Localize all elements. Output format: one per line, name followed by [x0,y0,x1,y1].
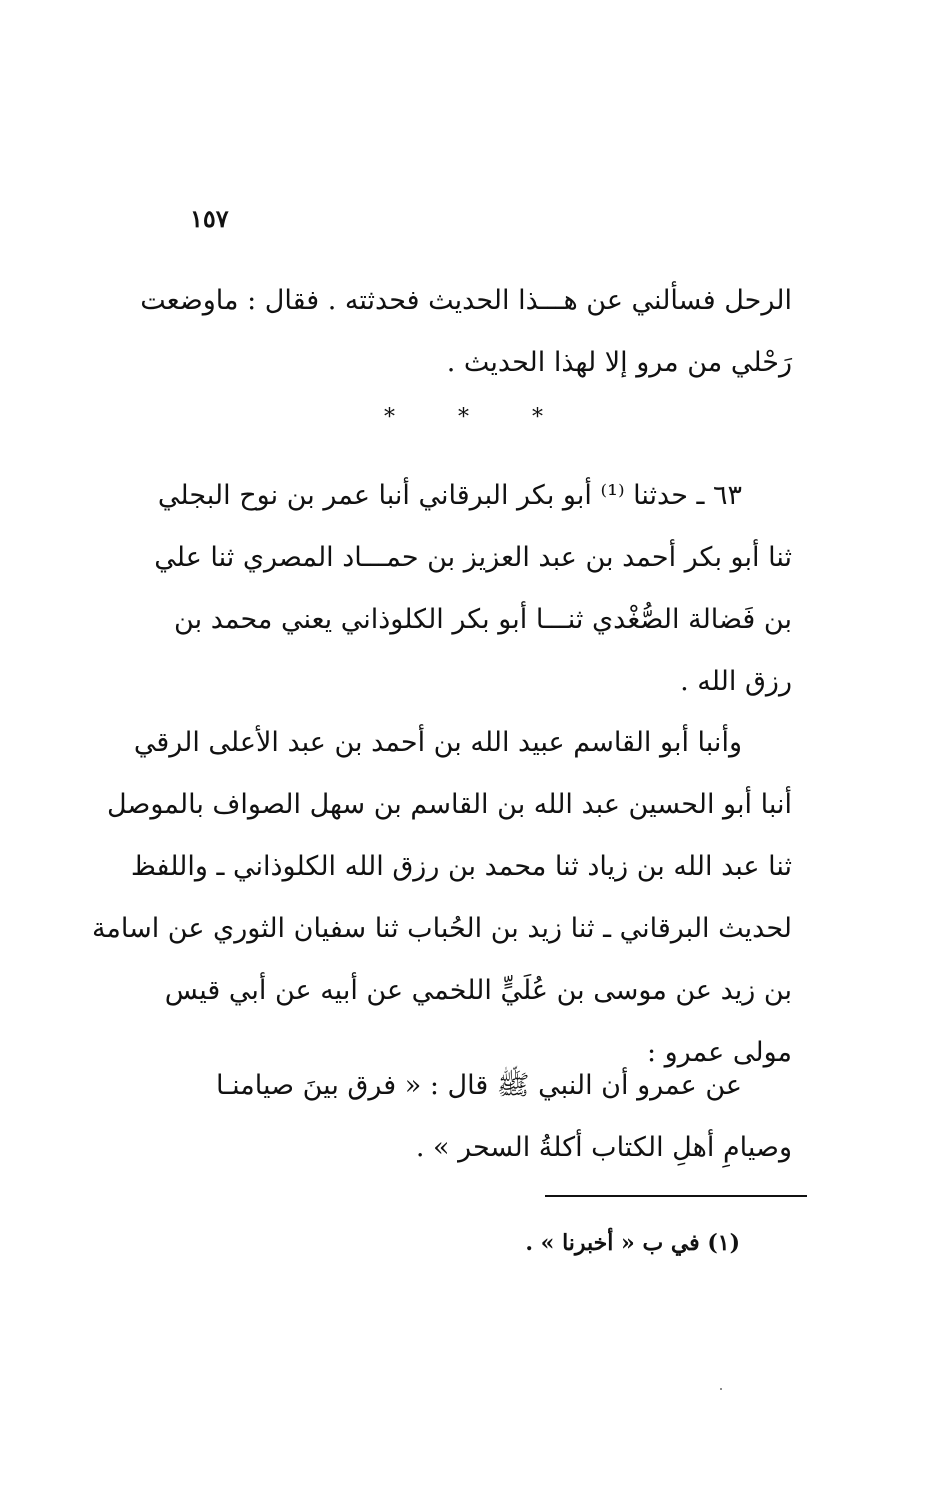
chain-line: بن فَضالة الصُّغْدي ثنـــا أبو بكر الكلوذاني يعني محمد بن [174,604,792,635]
chain-line: لحديث البرقاني ـ ثنا زيد بن الحُباب ثنا سفيان الثوري عن اسامة [91,913,792,944]
hadith-text-paragraph [178,1055,792,1179]
scan-speck [720,1388,722,1390]
chain-line: مولى عمرو : [646,1037,792,1068]
chain-line: رزق الله . [680,666,792,697]
section-separator: * * * [384,405,571,430]
page-number: ١٥٧ [190,204,229,233]
footnote: (١) في ب « أخبرنا » . [525,1230,740,1256]
chain-line: ٦٣ ـ حدثنا ⁽¹⁾ أبو بكر البرقاني أنبا عمر بن نوح البجلي [157,480,742,511]
second-chain-paragraph [91,712,792,1084]
chain-line: ثنا أبو بكر أحمد بن عبد العزيز بن حمـــاد المصري ثنا علي [154,542,792,573]
matn-line: وصيامِ أهلِ الكتاب أكلةُ السحر » . [415,1132,792,1163]
chain-line: بن زيد عن موسى بن عُلَيٍّ اللخمي عن أبيه عن أبي قيس [164,975,792,1006]
intro-paragraph [140,270,792,394]
chain-line: ثنا عبد الله بن زياد ثنا محمد بن رزق الله الكلوذاني ـ واللفظ [130,851,792,882]
intro-line: رَحْلي من مرو إلا لهذا الحديث . [446,347,792,378]
intro-line: الرحل فسألني عن هـــذا الحديث فحدثته . فقال : ماوضعت [140,285,792,316]
chain-line: وأنبا أبو القاسم عبيد الله بن أحمد بن عبد الأعلى الرقي [133,727,742,758]
chain-line: أنبا أبو الحسين عبد الله بن القاسم بن سهل الصواف بالموصل [106,789,792,820]
hadith-chain-paragraph [154,465,792,713]
footnote-divider [545,1195,807,1197]
matn-line: عن عمرو أن النبي ﷺ قال : « فرق بينَ صيامنـا [216,1070,742,1101]
